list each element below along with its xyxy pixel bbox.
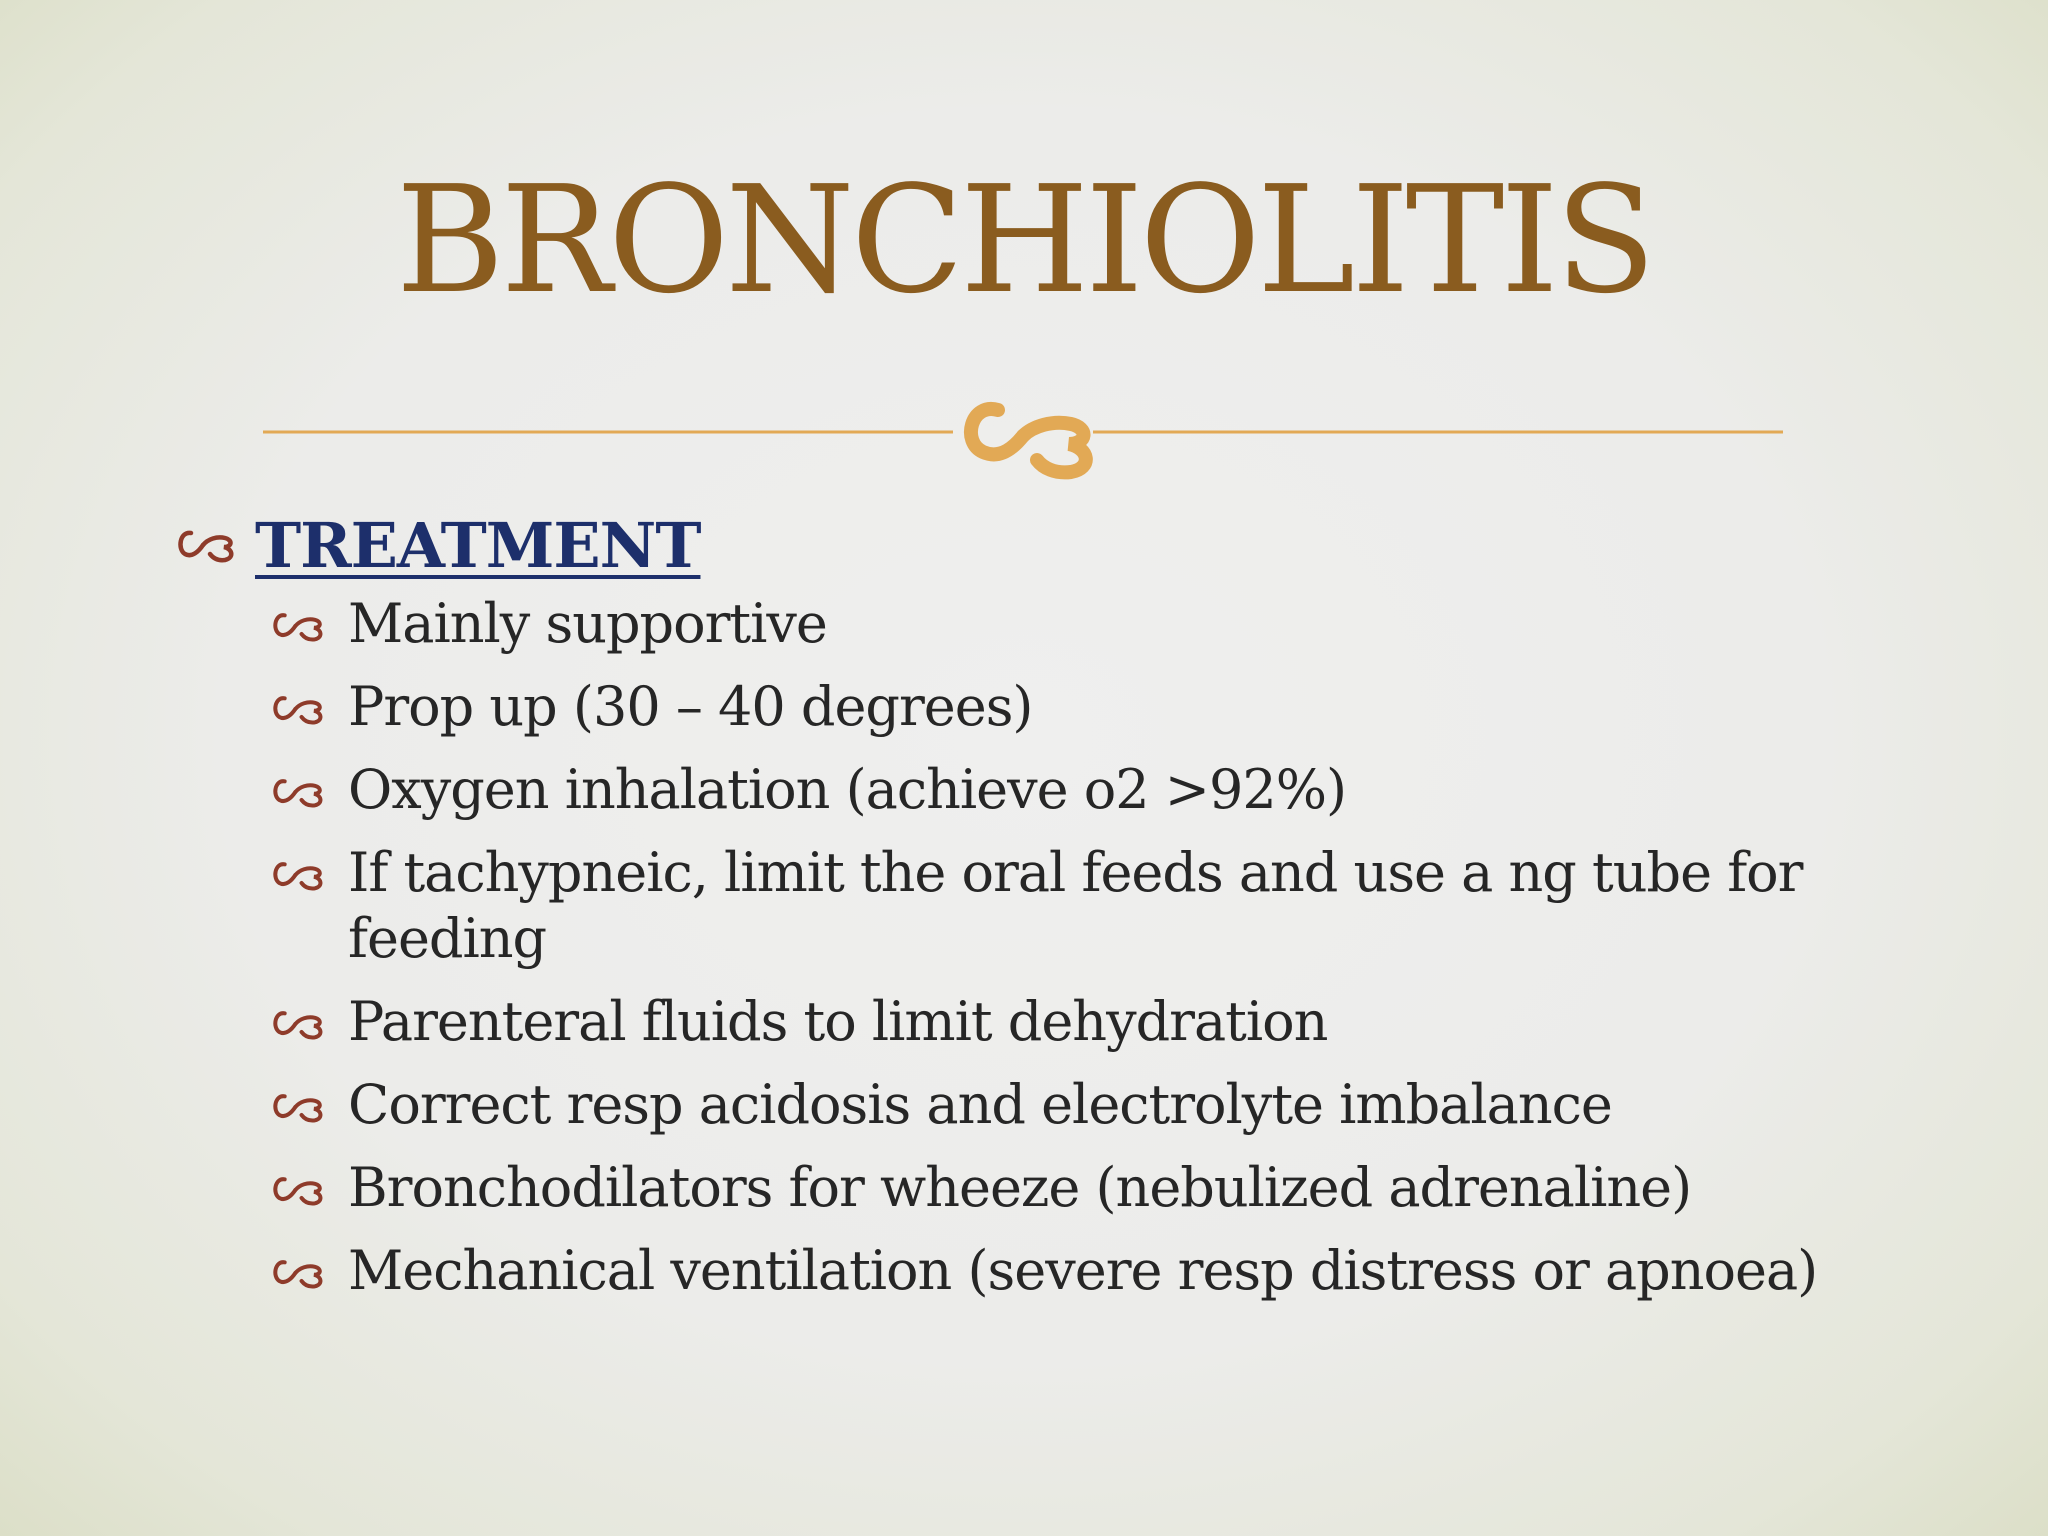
list-item-text: Mechanical ventilation (severe resp distress or apnoea) xyxy=(348,1239,1818,1302)
slide-title: BRONCHIOLITIS xyxy=(395,154,1653,326)
section-heading-row xyxy=(175,505,1895,585)
flourish-bullet-icon xyxy=(270,1091,326,1123)
list-item-text: If tachypneic, limit the oral feeds and use a ng tube for feeding xyxy=(348,841,1803,970)
list-item xyxy=(270,1238,1895,1304)
list-item-text: Prop up (30 – 40 degrees) xyxy=(348,675,1033,738)
list-item xyxy=(270,1155,1895,1221)
list-item xyxy=(270,674,1895,740)
flourish-bullet-icon xyxy=(270,693,326,725)
list-item xyxy=(270,989,1895,1055)
list-item-text: Mainly supportive xyxy=(348,592,827,655)
content-body xyxy=(175,505,1895,1321)
flourish-bullet-icon xyxy=(270,1008,326,1040)
list-item xyxy=(270,840,1895,972)
flourish-icon xyxy=(971,409,1086,472)
list-item xyxy=(270,591,1895,657)
flourish-bullet-icon xyxy=(270,610,326,642)
list-item xyxy=(270,757,1895,823)
title-divider xyxy=(263,380,1783,480)
flourish-bullet-icon xyxy=(270,1174,326,1206)
flourish-bullet-icon xyxy=(175,527,237,563)
flourish-bullet-icon xyxy=(270,776,326,808)
list-item xyxy=(270,1072,1895,1138)
flourish-bullet-icon xyxy=(270,1257,326,1289)
list-item-text: Parenteral fluids to limit dehydration xyxy=(348,990,1328,1053)
list-item-text: Bronchodilators for wheeze (nebulized adrenaline) xyxy=(348,1156,1692,1219)
list-item-text: Correct resp acidosis and electrolyte imbalance xyxy=(348,1073,1612,1136)
treatment-list xyxy=(175,591,1895,1304)
section-heading: TREATMENT xyxy=(255,508,701,582)
list-item-text: Oxygen inhalation (achieve o2 >92%) xyxy=(348,758,1347,821)
flourish-bullet-icon xyxy=(270,859,326,891)
